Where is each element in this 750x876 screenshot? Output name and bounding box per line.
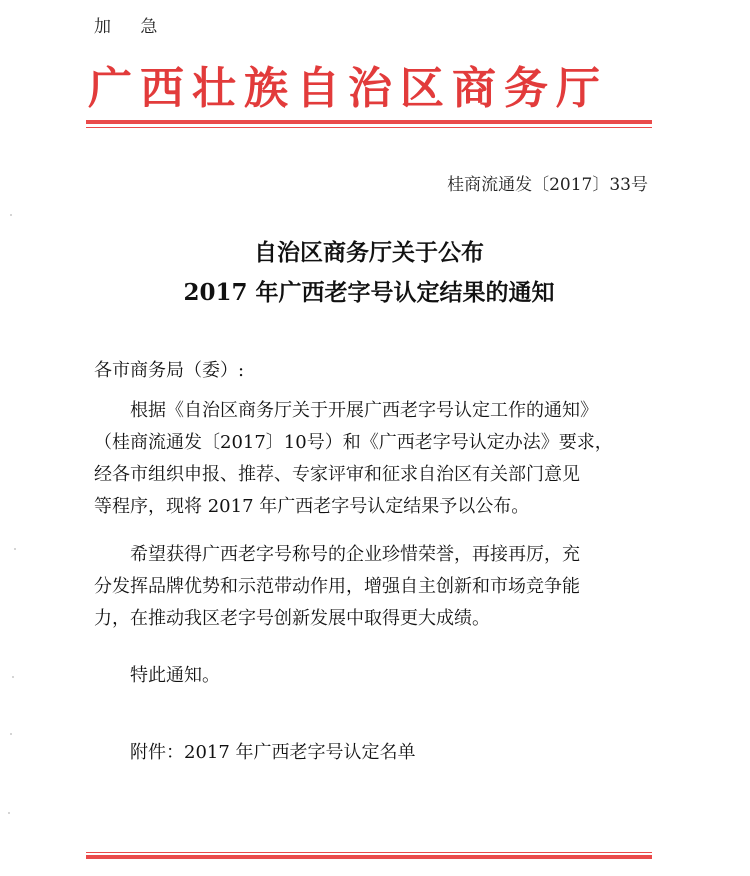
paragraph-line: 特此通知。 xyxy=(130,665,220,686)
footer-red-rule-thin xyxy=(86,852,652,853)
scan-speck xyxy=(14,548,16,550)
document-title-line-2: 2017 年广西老字号认定结果的通知 xyxy=(183,279,555,306)
scan-speck xyxy=(10,733,12,735)
scan-speck xyxy=(8,812,10,814)
paragraph-line: 分发挥品牌优势和示范带动作用，增强自主创新和市场竞争能 xyxy=(94,576,580,597)
paragraph-line: （桂商流通发〔2017〕10号）和《广西老字号认定办法》要求， xyxy=(94,432,613,453)
paragraph-line: 力，在推动我区老字号创新发展中取得更大成绩。 xyxy=(94,608,490,629)
document-number: 桂商流通发〔2017〕33号 xyxy=(447,175,648,195)
scan-speck xyxy=(10,214,12,216)
header-red-rule-thin xyxy=(86,127,652,128)
scan-speck xyxy=(12,676,14,678)
document-title-line-1: 自治区商务厅关于公布 xyxy=(254,239,484,266)
body-paragraph-1 xyxy=(94,395,650,523)
urgency-mark: 加 急 xyxy=(94,17,170,37)
issuing-authority-title: 广西壮族自治区商务厅 xyxy=(88,63,608,114)
attachment-note: 附件：2017 年广西老字号认定名单 xyxy=(130,742,416,763)
closing-paragraph xyxy=(94,660,650,692)
paragraph-line: 希望获得广西老字号称号的企业珍惜荣誉，再接再厉，充 xyxy=(130,544,580,565)
body-paragraph-2 xyxy=(94,539,650,635)
paragraph-line: 经各市组织申报、推荐、专家评审和征求自治区有关部门意见 xyxy=(94,464,580,485)
header-red-rule-thick xyxy=(86,120,652,124)
greeting: 各市商务局（委）: xyxy=(94,360,245,381)
paragraph-line: 根据《自治区商务厅关于开展广西老字号认定工作的通知》 xyxy=(130,400,598,421)
footer-red-rule-thick xyxy=(86,855,652,859)
paragraph-line: 等程序，现将 2017 年广西老字号认定结果予以公布。 xyxy=(94,496,530,517)
